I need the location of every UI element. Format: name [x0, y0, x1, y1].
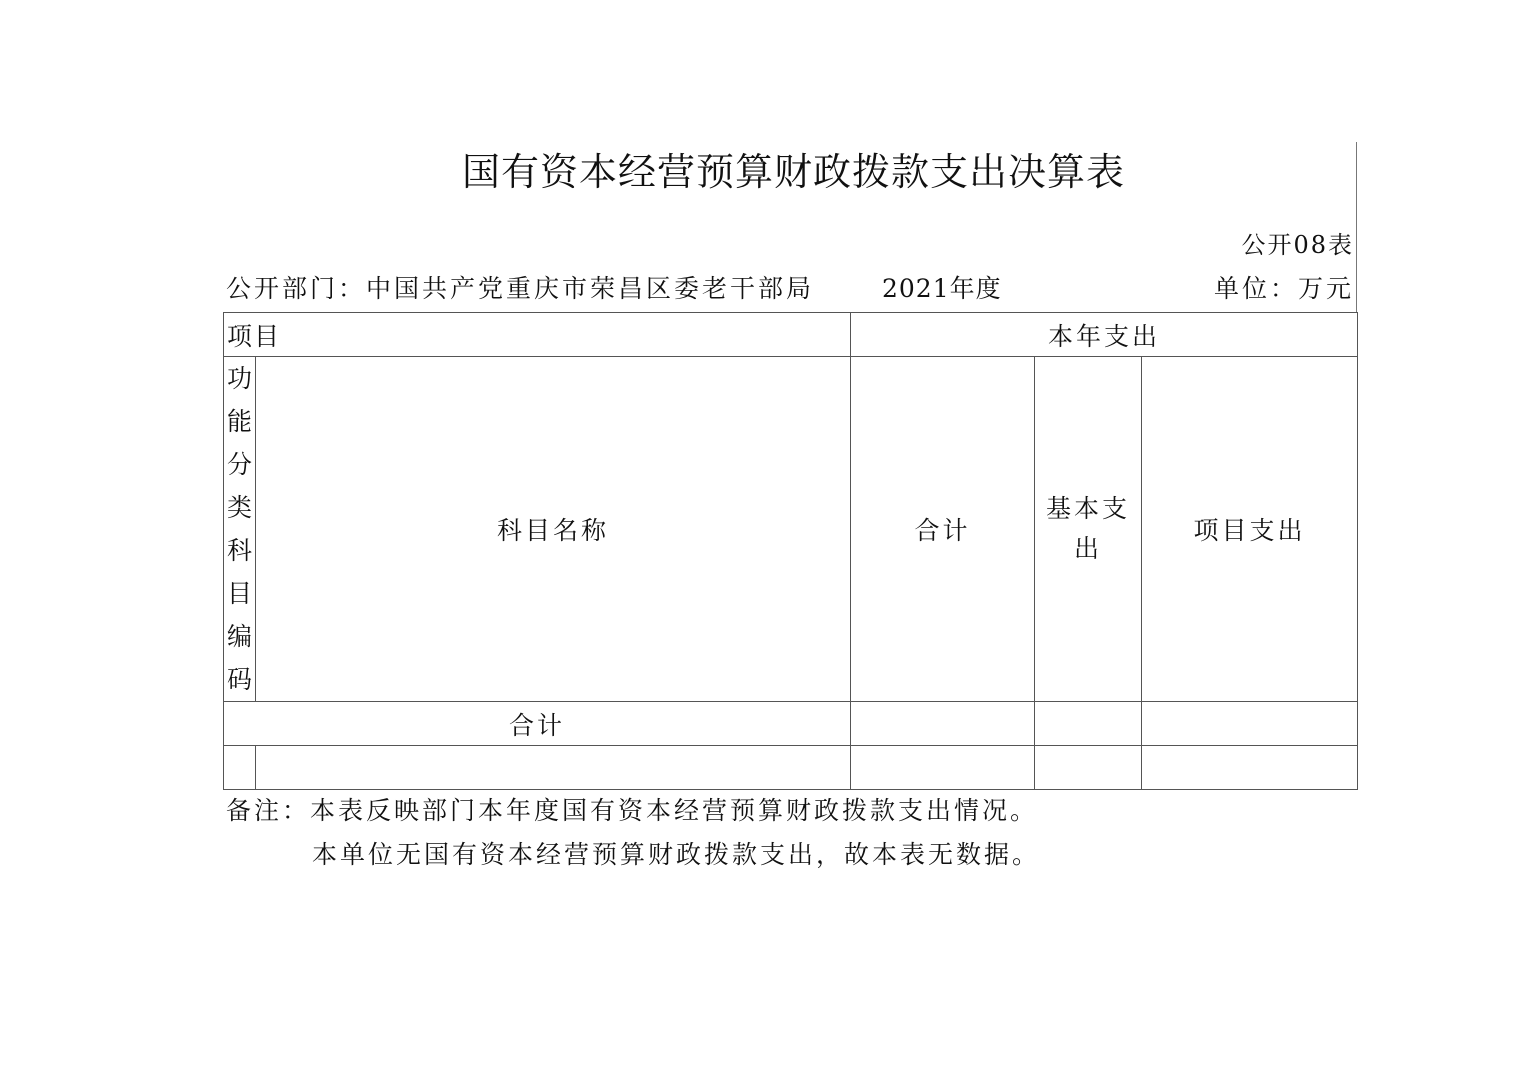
- header-item: 项目: [224, 313, 851, 357]
- table-row: [224, 746, 1358, 790]
- department-label: 公开部门：中国共产党重庆市荣昌区委老干部局: [226, 274, 815, 303]
- note-line-2: 本单位无国有资本经营预算财政拨款支出，故本表无数据。: [312, 840, 1041, 869]
- table-row-total: [224, 702, 1358, 746]
- expenditure-table: [223, 312, 1358, 790]
- table-header-row: [224, 313, 1358, 357]
- unit-label: 单位：万元: [1213, 274, 1354, 303]
- cell-sum: [851, 746, 1035, 790]
- table-column-row: [224, 357, 1358, 702]
- form-number: 公开08表: [1241, 231, 1354, 259]
- note-line-1: 备注：本表反映部门本年度国有资本经营预算财政拨款支出情况。: [226, 796, 1039, 825]
- cell-basic: [1035, 746, 1142, 790]
- cell-code: [224, 746, 256, 790]
- cell-total-sum: [851, 702, 1035, 746]
- header-current-year: 本年支出: [851, 313, 1358, 357]
- cell-total-project: [1142, 702, 1358, 746]
- cell-project: [1142, 746, 1358, 790]
- header-basic-expenditure: 基本支出: [1035, 357, 1142, 702]
- header-project-expenditure: 项目支出: [1142, 357, 1358, 702]
- header-function-code: 功 能 分 类 科 目 编 码: [224, 357, 256, 702]
- cell-total-basic: [1035, 702, 1142, 746]
- cell-subject: [256, 746, 851, 790]
- fiscal-year: 2021年度: [882, 274, 1002, 303]
- row-total-label: 合计: [224, 702, 851, 746]
- header-subject-name: 科目名称: [256, 357, 851, 702]
- header-total: 合计: [851, 357, 1035, 702]
- page-title: 国有资本经营预算财政拨款支出决算表: [461, 150, 1125, 194]
